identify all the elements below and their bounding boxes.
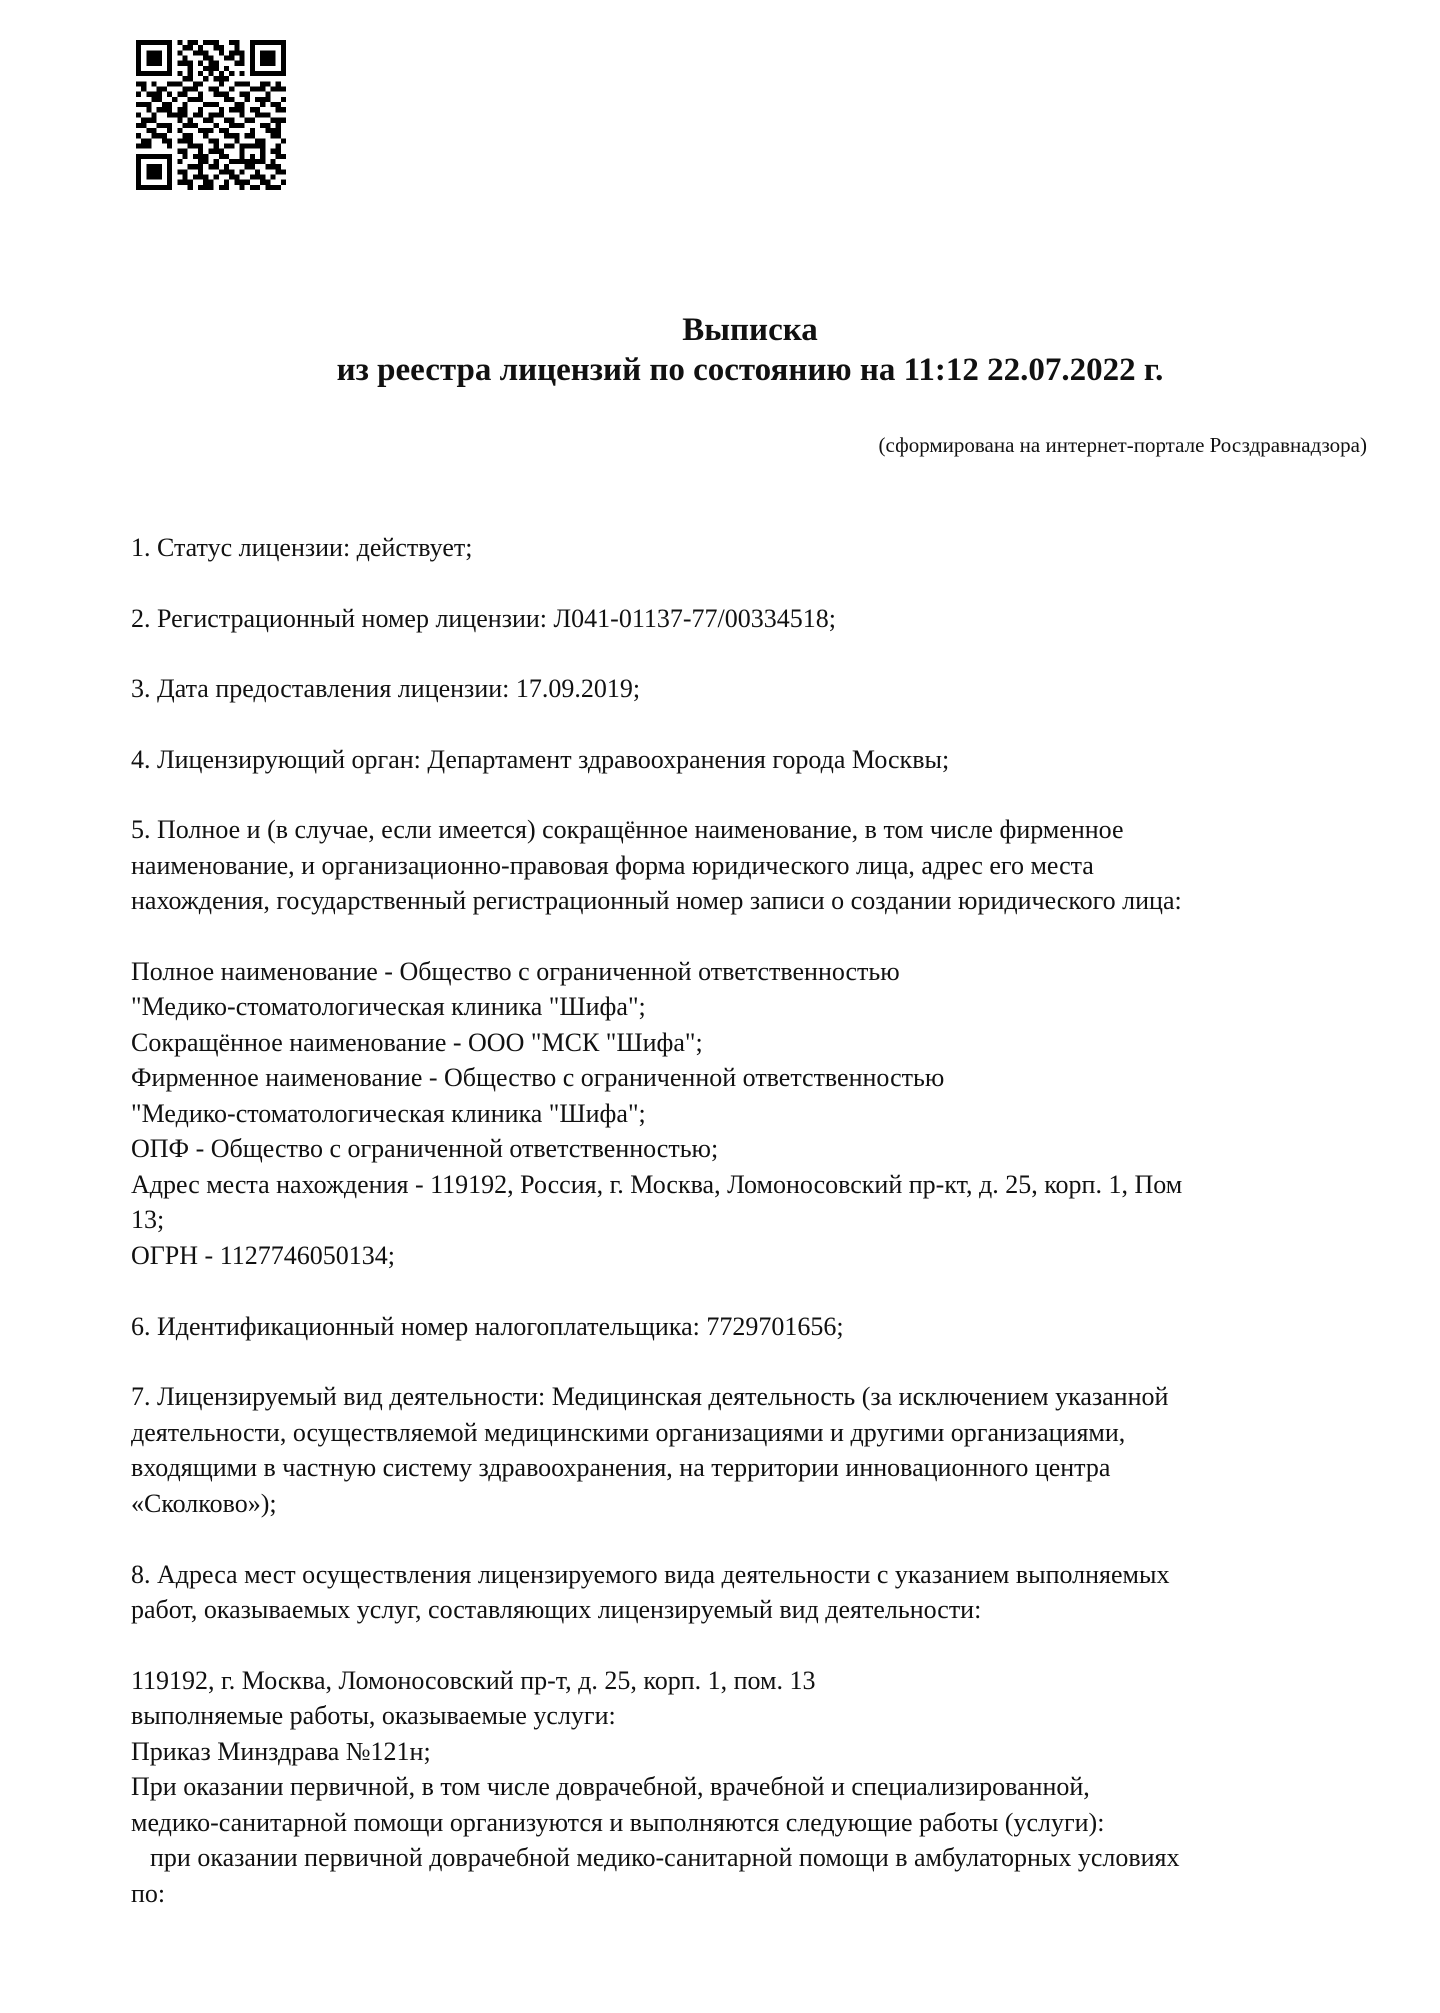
order-line: Приказ Минздрава №121н; [131, 1737, 431, 1766]
item5-line: 5. Полное и (в случае, если имеется) сокращённое наименование, в том числе фирменное [131, 815, 1124, 844]
item5-line: нахождения, государственный регистрационный номер записи о создании юридического лица: [131, 886, 1182, 915]
item5-line: наименование, и организационно-правовая форма юридического лица, адрес его места [131, 851, 1094, 880]
org-detail-line: "Медико-стоматологическая клиника "Шифа"; [131, 1099, 646, 1128]
item8-line: работ, оказываемых услуг, составляющих лицензируемый вид деятельности: [131, 1595, 982, 1624]
item7-line: входящими в частную систему здравоохранения, на территории инновационного центра [131, 1453, 1111, 1482]
document-title: Выписка [682, 312, 818, 348]
services-line: выполняемые работы, оказываемые услуги: [131, 1701, 616, 1730]
org-detail-line: Сокращённое наименование - ООО "МСК "Шифа"; [131, 1028, 703, 1057]
license-date: 3. Дата предоставления лицензии: 17.09.2019; [131, 674, 641, 703]
primary-care-line: при оказании первичной доврачебной медико-санитарной помощи в амбулаторных условиях [150, 1843, 1180, 1872]
source-note: (сформирована на интернет-портале Росздравнадзора) [878, 433, 1367, 457]
address-line: 119192, г. Москва, Ломоносовский пр-т, д. 25, корп. 1, пом. 13 [131, 1666, 816, 1695]
org-detail-line: Фирменное наименование - Общество с ограниченной ответственностью [131, 1063, 945, 1092]
org-detail-line: ОГРН - 1127746050134; [131, 1241, 395, 1270]
care-line: медико-санитарной помощи организуются и выполняются следующие работы (услуги): [131, 1808, 1105, 1837]
org-detail-line: Адрес места нахождения - 119192, Россия, г. Москва, Ломоносовский пр-кт, д. 25, корп. 1, Пом [131, 1170, 1183, 1199]
org-detail-line: 13; [131, 1205, 165, 1234]
licensing-authority: 4. Лицензирующий орган: Департамент здравоохранения города Москвы; [131, 745, 950, 774]
item7-line: деятельности, осуществляемой медицинскими организациями и другими организациями, [131, 1418, 1126, 1447]
document-subtitle: из реестра лицензий по состоянию на 11:12 22.07.2022 г. [336, 352, 1164, 388]
org-detail-line: Полное наименование - Общество с ограниченной ответственностью [131, 957, 900, 986]
item8-line: 8. Адреса мест осуществления лицензируемого вида деятельности с указанием выполняемых [131, 1560, 1170, 1589]
care-line: При оказании первичной, в том числе доврачебной, врачебной и специализированной, [131, 1772, 1090, 1801]
license-reg-number: 2. Регистрационный номер лицензии: Л041-01137-77/00334518; [131, 604, 836, 633]
org-detail-line: ОПФ - Общество с ограниченной ответственностью; [131, 1134, 719, 1163]
item7-line: «Сколково»); [131, 1489, 277, 1518]
qr-code-icon [136, 40, 286, 190]
org-detail-line: "Медико-стоматологическая клиника "Шифа"; [131, 992, 646, 1021]
license-status: 1. Статус лицензии: действует; [131, 533, 473, 562]
item7-line: 7. Лицензируемый вид деятельности: Медицинская деятельность (за исключением указанной [131, 1382, 1169, 1411]
taxpayer-id: 6. Идентификационный номер налогоплательщика: 7729701656; [131, 1312, 844, 1341]
primary-care-tail: по: [131, 1879, 166, 1908]
